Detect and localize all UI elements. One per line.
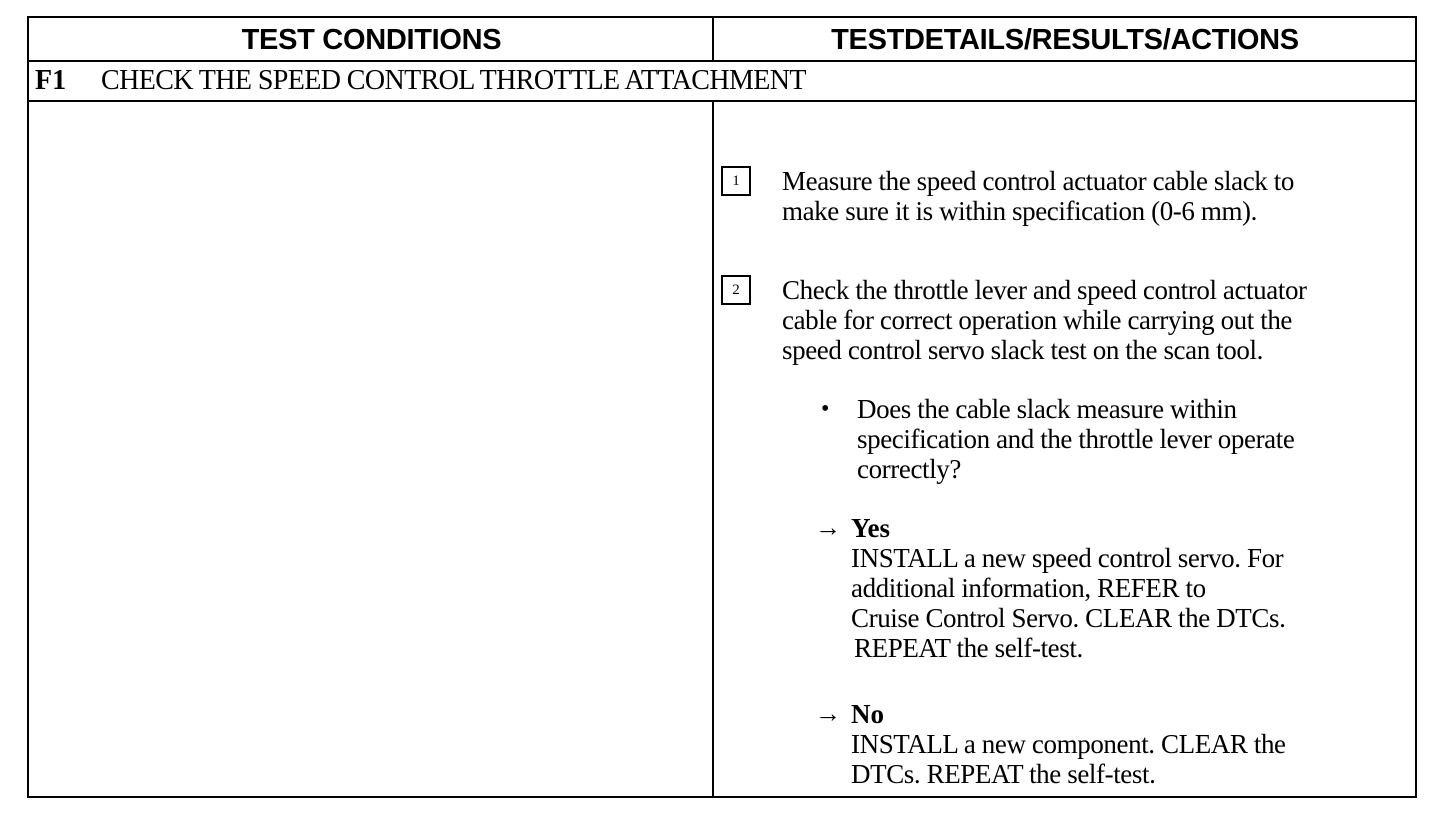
branch-yes-text (851, 543, 1385, 663)
header-test-details: TESTDETAILS/RESULTS/ACTIONS (831, 23, 1299, 56)
arrow-right-icon: → (815, 699, 841, 728)
branch-line: INSTALL a new component. CLEAR the (851, 729, 1286, 759)
section-title: CHECK THE SPEED CONTROL THROTTLE ATTACHMENT (101, 65, 806, 96)
step-line: Measure the speed control actuator cable slack to (782, 166, 1294, 196)
step-line: Check the throttle lever and speed control actuator (782, 275, 1307, 305)
branch-line: DTCs. REPEAT the self-test. (851, 759, 1156, 789)
question-line: Does the cable slack measure within (857, 394, 1237, 424)
arrow-right-icon: → (815, 513, 841, 542)
branch-no-text (851, 729, 1385, 789)
bullet-icon: • (821, 396, 830, 422)
step-number-box: 2 (721, 275, 751, 305)
section-title-row (29, 62, 1415, 100)
step-number-box: 1 (721, 166, 751, 196)
column-divider-header (712, 18, 714, 62)
branch-label-no: No (851, 699, 884, 729)
test-details-cell (721, 102, 1415, 796)
question-text (857, 394, 1385, 484)
step-line: make sure it is within specification (0-6 mm). (782, 196, 1257, 226)
step-text (782, 166, 1397, 226)
branch-line: additional information, REFER to (851, 573, 1206, 603)
section-id: F1 (35, 65, 67, 96)
step-text (782, 275, 1397, 365)
branch-line: INSTALL a new speed control servo. For (851, 543, 1284, 573)
diagnostic-table (27, 16, 1417, 798)
step-line: cable for correct operation while carrying out the (782, 305, 1293, 335)
question-line: correctly? (857, 454, 961, 484)
branch-line: Cruise Control Servo. CLEAR the DTCs. (851, 603, 1286, 633)
branch-label-yes: Yes (851, 513, 890, 543)
step-line: speed control servo slack test on the scan tool. (782, 335, 1263, 365)
question-line: specification and the throttle lever operate (857, 424, 1295, 454)
header-test-conditions: TEST CONDITIONS (241, 23, 502, 56)
branch-line: REPEAT the self-test. (854, 633, 1083, 663)
column-divider-body (712, 102, 714, 796)
